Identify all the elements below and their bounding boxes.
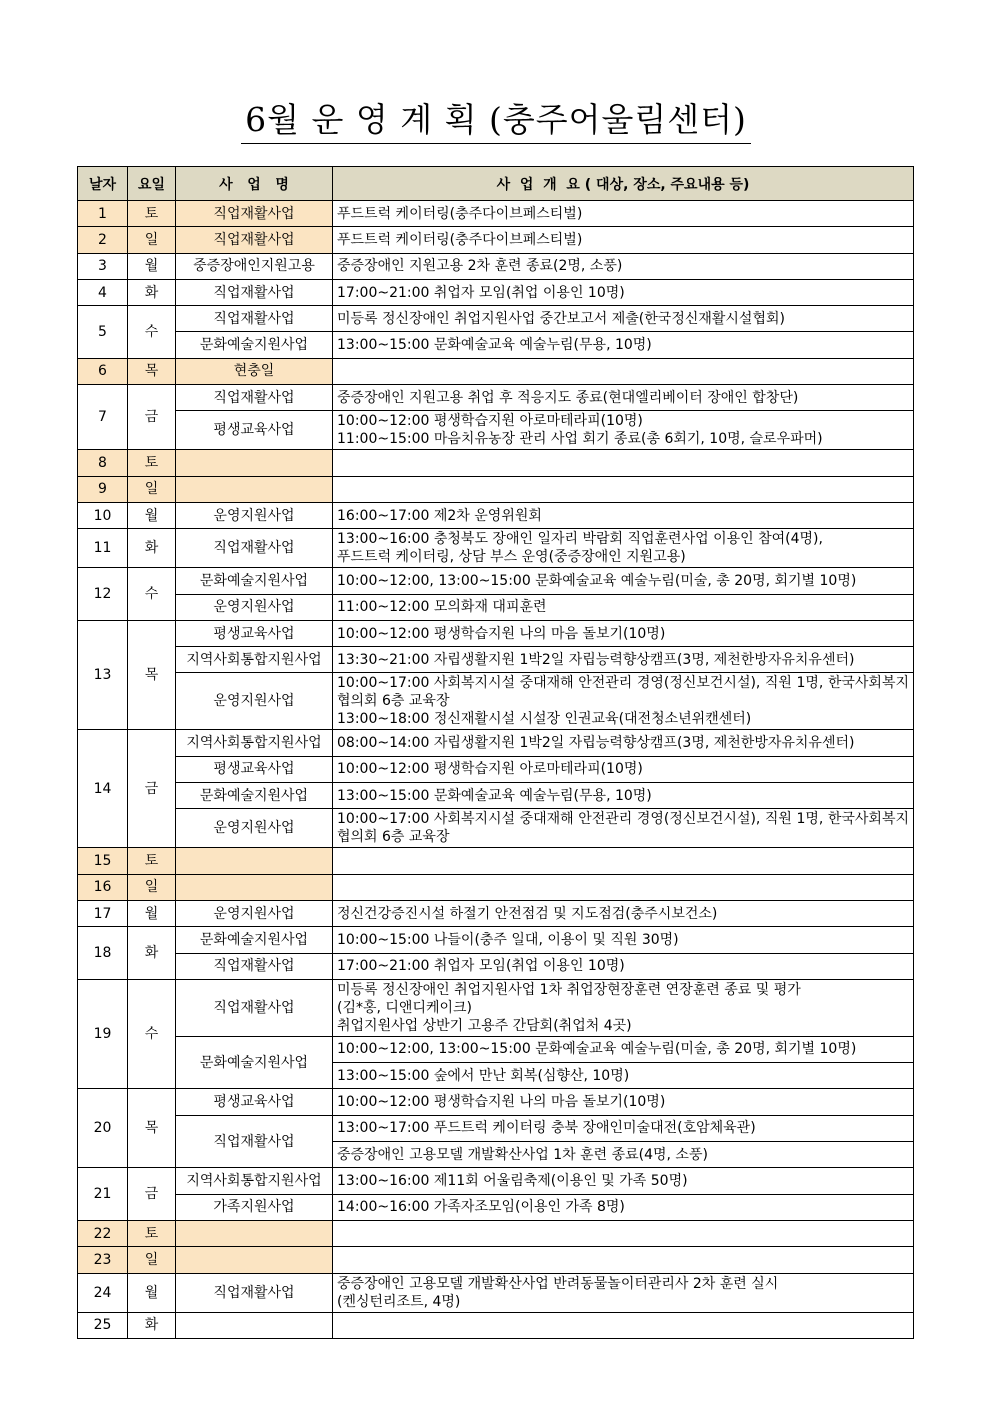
description-line: 13:30~21:00 자립생활지원 1박2일 자립능력향상캠프(3명, 제천한방자유치유센터) xyxy=(337,651,855,668)
description-cell xyxy=(333,874,914,900)
date-cell: 4 xyxy=(78,279,128,305)
description-line: 11:00~12:00 모의화재 대피훈련 xyxy=(337,599,547,616)
day-cell: 목 xyxy=(128,1089,176,1168)
date-cell: 9 xyxy=(78,476,128,502)
table-row xyxy=(78,502,914,528)
day-cell: 토 xyxy=(128,1220,176,1246)
description-line: 미등록 정신장애인 취업지원사업 1차 취업장현장훈련 연장훈련 종료 및 평가 xyxy=(337,981,801,998)
date-cell: 6 xyxy=(78,358,128,384)
description-line: 13:00~15:00 문화예술교육 예술누림(무용, 10명) xyxy=(337,787,652,804)
program-cell xyxy=(176,1220,333,1246)
description-cell xyxy=(333,476,914,502)
day-cell: 화 xyxy=(128,279,176,305)
description-line: 10:00~17:00 사회복지시설 중대재해 안전관리 경영(정신보건시설), 직원 1명, 한국사회복지협의회 6층 교육장 xyxy=(337,675,909,710)
program-cell: 평생교육사업 xyxy=(176,1089,333,1115)
program-cell: 직업재활사업 xyxy=(176,529,333,568)
date-cell: 20 xyxy=(78,1089,128,1168)
day-cell: 화 xyxy=(128,927,176,980)
description-cell xyxy=(333,647,914,673)
table-row xyxy=(78,1273,914,1312)
description-line: (김*홍, 디앤디케이크) xyxy=(337,999,473,1016)
program-cell: 지역사회통합지원사업 xyxy=(176,1168,333,1194)
description-cell xyxy=(333,253,914,279)
program-cell: 직업재활사업 xyxy=(176,279,333,305)
day-cell: 일 xyxy=(128,227,176,253)
table-row xyxy=(78,620,914,646)
table-row xyxy=(78,927,914,953)
table-row xyxy=(78,568,914,594)
table-row xyxy=(78,809,914,848)
table-row xyxy=(78,1115,914,1141)
table-row xyxy=(78,411,914,450)
day-cell: 월 xyxy=(128,253,176,279)
description-cell xyxy=(333,673,914,730)
table-row xyxy=(78,874,914,900)
description-line: 17:00~21:00 취업자 모임(취업 이용인 10명) xyxy=(337,958,625,975)
day-cell: 토 xyxy=(128,848,176,874)
table-row xyxy=(78,253,914,279)
description-cell xyxy=(333,306,914,332)
program-cell: 평생교육사업 xyxy=(176,756,333,782)
description-line: 10:00~17:00 사회복지시설 중대재해 안전관리 경영(정신보건시설), 직원 1명, 한국사회복지협의회 6층 교육장 xyxy=(337,811,909,846)
date-cell: 22 xyxy=(78,1220,128,1246)
description-line: 취업지원사업 상반기 고용주 간담회(취업처 4곳) xyxy=(337,1017,632,1034)
description-cell xyxy=(333,809,914,848)
program-cell: 평생교육사업 xyxy=(176,411,333,450)
description-line: 10:00~12:00, 13:00~15:00 문화예술교육 예술누림(미술, 총 20명, 회기별 10명) xyxy=(337,1041,857,1058)
program-cell: 평생교육사업 xyxy=(176,620,333,646)
description-cell xyxy=(333,1194,914,1220)
description-cell xyxy=(333,1115,914,1141)
program-cell: 가족지원사업 xyxy=(176,1194,333,1220)
description-line: 푸드트럭 케이터링, 상담 부스 운영(중증장애인 지원고용) xyxy=(337,549,686,566)
day-cell: 월 xyxy=(128,502,176,528)
table-row xyxy=(78,306,914,332)
header-description: 사 업 개 요 ( 대상, 장소, 주요내용 등) xyxy=(333,167,914,201)
description-cell xyxy=(333,529,914,568)
date-cell: 11 xyxy=(78,529,128,568)
program-cell xyxy=(176,476,333,502)
description-line: 푸드트럭 케이터링(충주다이브페스티벌) xyxy=(337,205,583,222)
date-cell: 7 xyxy=(78,385,128,450)
date-cell: 24 xyxy=(78,1273,128,1312)
description-line: 중증장애인 지원고용 2차 훈련 종료(2명, 소풍) xyxy=(337,258,623,275)
program-cell: 문화예술지원사업 xyxy=(176,332,333,358)
table-row xyxy=(78,848,914,874)
program-cell: 문화예술지원사업 xyxy=(176,1036,333,1089)
program-cell: 운영지원사업 xyxy=(176,809,333,848)
header-row xyxy=(78,167,914,201)
program-cell: 직업재활사업 xyxy=(176,979,333,1036)
description-cell xyxy=(333,1036,914,1062)
table-row xyxy=(78,450,914,476)
program-cell: 문화예술지원사업 xyxy=(176,927,333,953)
description-line: 08:00~14:00 자립생활지원 1박2일 자립능력향상캠프(3명, 제천한방자유치유센터) xyxy=(337,735,855,752)
page-title: 6월 운 영 계 획 (충주어울림센터) xyxy=(241,100,751,144)
description-line: 10:00~12:00 평생학습지원 아로마테라피(10명) xyxy=(337,413,643,430)
date-cell: 1 xyxy=(78,201,128,227)
day-cell: 월 xyxy=(128,900,176,926)
description-cell xyxy=(333,1312,914,1338)
description-line: (켄싱턴리조트, 4명) xyxy=(337,1293,461,1310)
table-row xyxy=(78,647,914,673)
table-row xyxy=(78,1312,914,1338)
description-line: 중증장애인 고용모델 개발확산사업 반려동물놀이터관리사 2차 훈련 실시 xyxy=(337,1275,779,1292)
schedule-table xyxy=(77,166,914,1339)
description-line: 13:00~18:00 정신재활시설 시설장 인권교육(대전청소년위캔센터) xyxy=(337,711,752,728)
date-cell: 23 xyxy=(78,1247,128,1273)
table-row xyxy=(78,783,914,809)
table-row xyxy=(78,279,914,305)
table-row xyxy=(78,594,914,620)
description-cell xyxy=(333,502,914,528)
day-cell: 목 xyxy=(128,620,176,730)
description-cell xyxy=(333,358,914,384)
description-line: 10:00~12:00 평생학습지원 아로마테라피(10명) xyxy=(337,761,643,778)
table-row xyxy=(78,1194,914,1220)
description-line: 17:00~21:00 취업자 모임(취업 이용인 10명) xyxy=(337,284,625,301)
description-cell xyxy=(333,1220,914,1246)
day-cell: 수 xyxy=(128,568,176,621)
program-cell: 직업재활사업 xyxy=(176,953,333,979)
day-cell: 화 xyxy=(128,529,176,568)
description-cell xyxy=(333,227,914,253)
program-cell: 직업재활사업 xyxy=(176,227,333,253)
description-cell xyxy=(333,1142,914,1168)
description-cell xyxy=(333,450,914,476)
table-row xyxy=(78,900,914,926)
table-row xyxy=(78,201,914,227)
date-cell: 19 xyxy=(78,979,128,1089)
program-cell xyxy=(176,848,333,874)
date-cell: 12 xyxy=(78,568,128,621)
day-cell: 화 xyxy=(128,1312,176,1338)
program-cell: 운영지원사업 xyxy=(176,502,333,528)
date-cell: 3 xyxy=(78,253,128,279)
description-cell xyxy=(333,1063,914,1089)
description-cell xyxy=(333,927,914,953)
day-cell: 수 xyxy=(128,306,176,359)
day-cell: 금 xyxy=(128,1168,176,1221)
description-line: 13:00~17:00 푸드트럭 케이터링 충북 장애인미술대전(호암체육관) xyxy=(337,1120,756,1137)
description-cell xyxy=(333,568,914,594)
day-cell: 목 xyxy=(128,358,176,384)
program-cell: 운영지원사업 xyxy=(176,594,333,620)
table-row xyxy=(78,953,914,979)
program-cell: 문화예술지원사업 xyxy=(176,568,333,594)
program-cell: 직업재활사업 xyxy=(176,1115,333,1168)
program-cell xyxy=(176,874,333,900)
table-row xyxy=(78,1089,914,1115)
table-row xyxy=(78,673,914,730)
day-cell: 월 xyxy=(128,1273,176,1312)
description-cell xyxy=(333,594,914,620)
day-cell: 일 xyxy=(128,1247,176,1273)
program-cell: 지역사회통합지원사업 xyxy=(176,730,333,756)
description-cell xyxy=(333,1247,914,1273)
program-cell: 직업재활사업 xyxy=(176,306,333,332)
program-cell: 직업재활사업 xyxy=(176,201,333,227)
date-cell: 25 xyxy=(78,1312,128,1338)
description-cell xyxy=(333,979,914,1036)
date-cell: 2 xyxy=(78,227,128,253)
description-line: 10:00~15:00 나들이(충주 일대, 이용이 및 직원 30명) xyxy=(337,931,679,948)
description-cell xyxy=(333,848,914,874)
description-line: 13:00~15:00 숲에서 만난 회복(심향산, 10명) xyxy=(337,1067,630,1084)
description-line: 미등록 정신장애인 취업지원사업 중간보고서 제출(한국정신재활시설협회) xyxy=(337,310,785,327)
date-cell: 8 xyxy=(78,450,128,476)
date-cell: 5 xyxy=(78,306,128,359)
table-row xyxy=(78,529,914,568)
day-cell: 토 xyxy=(128,201,176,227)
table-row xyxy=(78,385,914,411)
date-cell: 10 xyxy=(78,502,128,528)
table-row xyxy=(78,1220,914,1246)
table-row xyxy=(78,1247,914,1273)
header-day: 요일 xyxy=(128,167,176,201)
description-line: 정신건강증진시설 하절기 안전점검 및 지도점검(충주시보건소) xyxy=(337,905,718,922)
program-cell: 문화예술지원사업 xyxy=(176,783,333,809)
program-cell xyxy=(176,1247,333,1273)
date-cell: 14 xyxy=(78,730,128,848)
day-cell: 금 xyxy=(128,385,176,450)
table-row xyxy=(78,730,914,756)
description-line: 10:00~12:00 평생학습지원 나의 마음 돌보기(10명) xyxy=(337,625,666,642)
table-row xyxy=(78,332,914,358)
description-line: 10:00~12:00, 13:00~15:00 문화예술교육 예술누림(미술, 총 20명, 회기별 10명) xyxy=(337,572,857,589)
description-line: 중증장애인 고용모델 개발확산사업 1차 훈련 종료(4명, 소풍) xyxy=(337,1146,708,1163)
description-cell xyxy=(333,1168,914,1194)
description-cell xyxy=(333,783,914,809)
date-cell: 21 xyxy=(78,1168,128,1221)
header-program: 사 업 명 xyxy=(176,167,333,201)
date-cell: 17 xyxy=(78,900,128,926)
description-line: 10:00~12:00 평생학습지원 나의 마음 돌보기(10명) xyxy=(337,1094,666,1111)
date-cell: 16 xyxy=(78,874,128,900)
table-row xyxy=(78,1168,914,1194)
description-line: 13:00~15:00 문화예술교육 예술누림(무용, 10명) xyxy=(337,337,652,354)
description-cell xyxy=(333,201,914,227)
description-line: 11:00~15:00 마음치유농장 관리 사업 회기 종료(총 6회기, 10명, 슬로우파머) xyxy=(337,431,823,448)
description-line: 16:00~17:00 제2차 운영위원회 xyxy=(337,507,542,524)
description-cell xyxy=(333,756,914,782)
description-cell xyxy=(333,385,914,411)
description-line: 중증장애인 지원고용 취업 후 적응지도 종료(현대엘리베이터 장애인 합창단) xyxy=(337,389,799,406)
program-cell: 운영지원사업 xyxy=(176,900,333,926)
table-row xyxy=(78,979,914,1036)
program-cell: 현충일 xyxy=(176,358,333,384)
description-cell xyxy=(333,332,914,358)
day-cell: 수 xyxy=(128,979,176,1089)
table-row xyxy=(78,756,914,782)
table-row xyxy=(78,476,914,502)
schedule-body xyxy=(78,201,914,1339)
day-cell: 일 xyxy=(128,476,176,502)
program-cell: 직업재활사업 xyxy=(176,1273,333,1312)
description-line: 푸드트럭 케이터링(충주다이브페스티벌) xyxy=(337,231,583,248)
header-date: 날자 xyxy=(78,167,128,201)
description-cell xyxy=(333,411,914,450)
date-cell: 15 xyxy=(78,848,128,874)
program-cell xyxy=(176,1312,333,1338)
program-cell: 운영지원사업 xyxy=(176,673,333,730)
table-row xyxy=(78,227,914,253)
description-cell xyxy=(333,730,914,756)
description-line: 14:00~16:00 가족자조모임(이용인 가족 8명) xyxy=(337,1199,625,1216)
program-cell: 직업재활사업 xyxy=(176,385,333,411)
day-cell: 금 xyxy=(128,730,176,848)
description-cell xyxy=(333,953,914,979)
program-cell: 지역사회통합지원사업 xyxy=(176,647,333,673)
description-cell xyxy=(333,279,914,305)
description-cell xyxy=(333,1273,914,1312)
description-cell xyxy=(333,900,914,926)
date-cell: 13 xyxy=(78,620,128,730)
description-line: 13:00~16:00 충청북도 장애인 일자리 박람회 직업훈련사업 이용인 참여(4명), xyxy=(337,531,823,548)
day-cell: 일 xyxy=(128,874,176,900)
description-cell xyxy=(333,620,914,646)
description-line: 13:00~16:00 제11회 어울림축제(이용인 및 가족 50명) xyxy=(337,1172,688,1189)
table-row xyxy=(78,1036,914,1062)
program-cell xyxy=(176,450,333,476)
description-cell xyxy=(333,1089,914,1115)
day-cell: 토 xyxy=(128,450,176,476)
program-cell: 중증장애인지원고용 xyxy=(176,253,333,279)
date-cell: 18 xyxy=(78,927,128,980)
table-row xyxy=(78,358,914,384)
